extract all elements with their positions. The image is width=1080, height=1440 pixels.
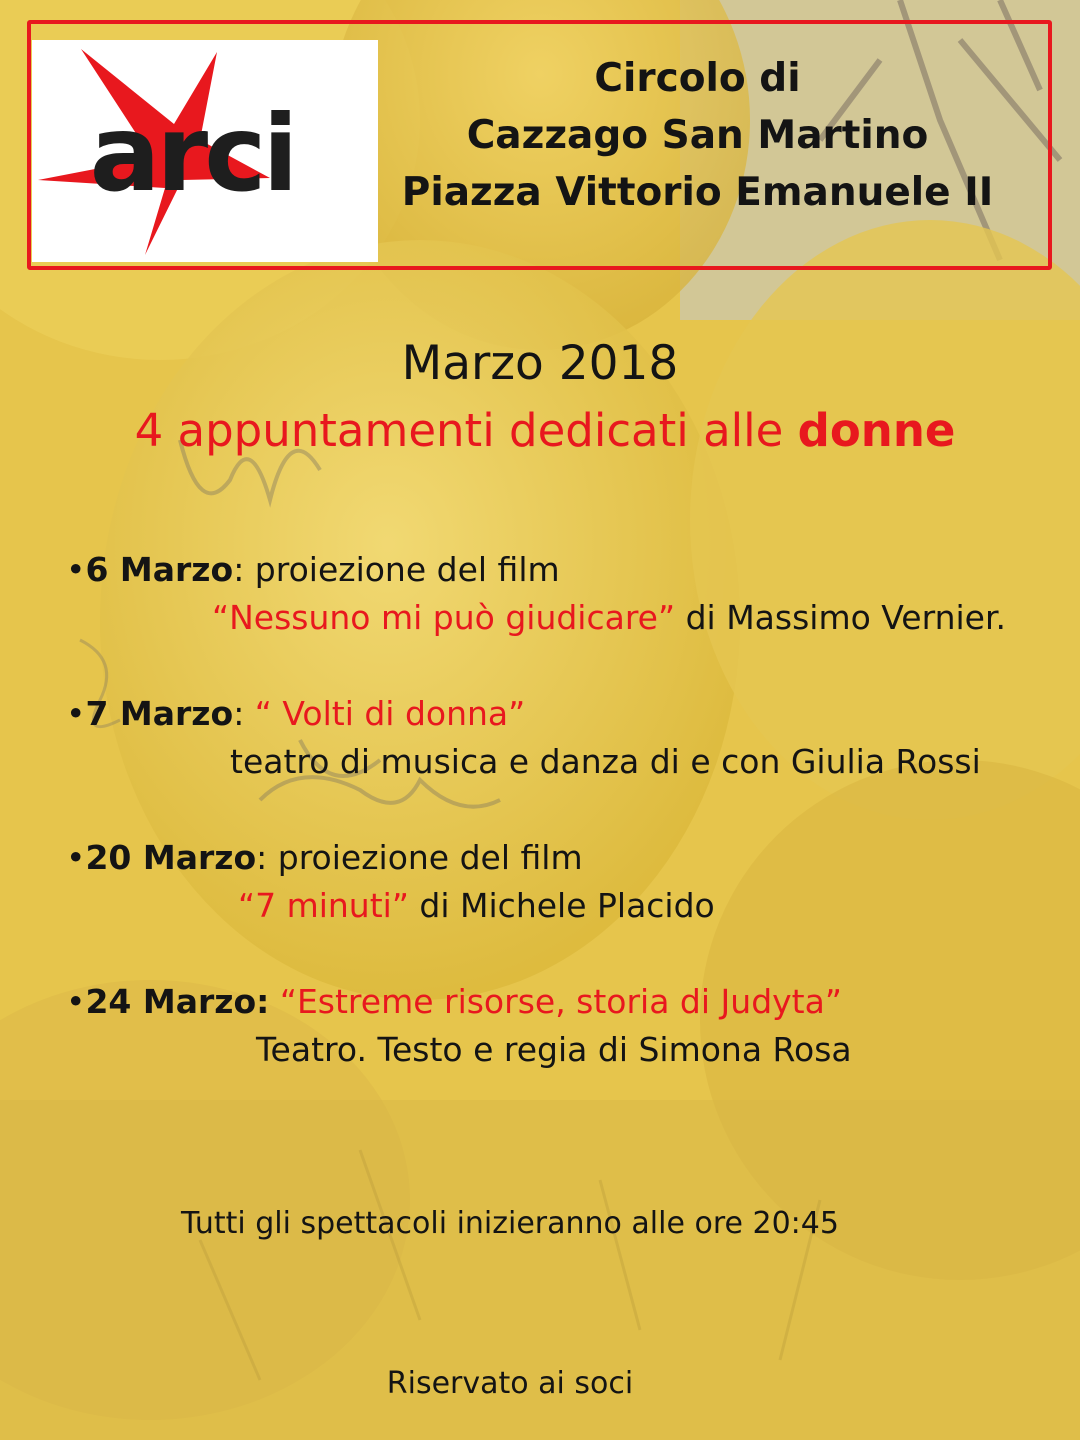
event-1-line-1 bbox=[66, 550, 560, 589]
event-title: “Estreme risorse, storia di Judyta” bbox=[279, 982, 842, 1021]
event-2-line-2: teatro di musica e danza di e con Giulia Rossi bbox=[230, 742, 981, 781]
bullet: • bbox=[66, 982, 86, 1021]
event-title: “7 minuti” bbox=[238, 886, 409, 925]
separator: : bbox=[256, 838, 278, 877]
bullet: • bbox=[66, 550, 86, 589]
event-date: 6 Marzo bbox=[85, 550, 234, 589]
separator: : bbox=[233, 550, 255, 589]
bullet: • bbox=[66, 694, 86, 733]
event-4-line-2: Teatro. Testo e regia di Simona Rosa bbox=[256, 1030, 852, 1069]
event-title: “Nessuno mi può giudicare” bbox=[212, 598, 676, 637]
month-heading: Marzo 2018 bbox=[401, 336, 679, 391]
title-line-3: Piazza Vittorio Emanuele II bbox=[401, 170, 994, 215]
event-date: 7 Marzo bbox=[85, 694, 234, 733]
arci-logo bbox=[32, 40, 378, 262]
event-4-line-1 bbox=[66, 982, 842, 1021]
event-author: di Michele Placido bbox=[408, 886, 715, 925]
event-description: proiezione del film bbox=[277, 838, 583, 877]
event-date: 20 Marzo bbox=[85, 838, 257, 877]
title-line-2: Cazzago San Martino bbox=[466, 113, 929, 158]
event-3-line-2 bbox=[238, 886, 715, 925]
event-3-line-1 bbox=[66, 838, 583, 877]
members-only-note: Riservato ai soci bbox=[386, 1366, 634, 1401]
separator: : bbox=[233, 694, 255, 733]
start-time-note: Tutti gli spettacoli inizieranno alle ore 20:45 bbox=[181, 1206, 839, 1241]
subtitle bbox=[0, 404, 1080, 457]
svg-text:arci: arci bbox=[89, 93, 295, 215]
circle-address bbox=[390, 50, 1005, 221]
subtitle-bold: donne bbox=[797, 404, 956, 457]
event-description: proiezione del film bbox=[254, 550, 560, 589]
event-title: “ Volti di donna” bbox=[254, 694, 526, 733]
event-1-line-2 bbox=[212, 598, 1006, 637]
subtitle-prefix: 4 appuntamenti dedicati alle bbox=[134, 404, 798, 457]
event-date: 24 Marzo: bbox=[85, 982, 270, 1021]
event-author: di Massimo Vernier. bbox=[675, 598, 1006, 637]
arci-star-icon bbox=[32, 40, 378, 262]
separator bbox=[269, 982, 280, 1021]
event-2-line-1 bbox=[66, 694, 525, 733]
title-line-1: Circolo di bbox=[594, 56, 801, 101]
bullet: • bbox=[66, 838, 86, 877]
